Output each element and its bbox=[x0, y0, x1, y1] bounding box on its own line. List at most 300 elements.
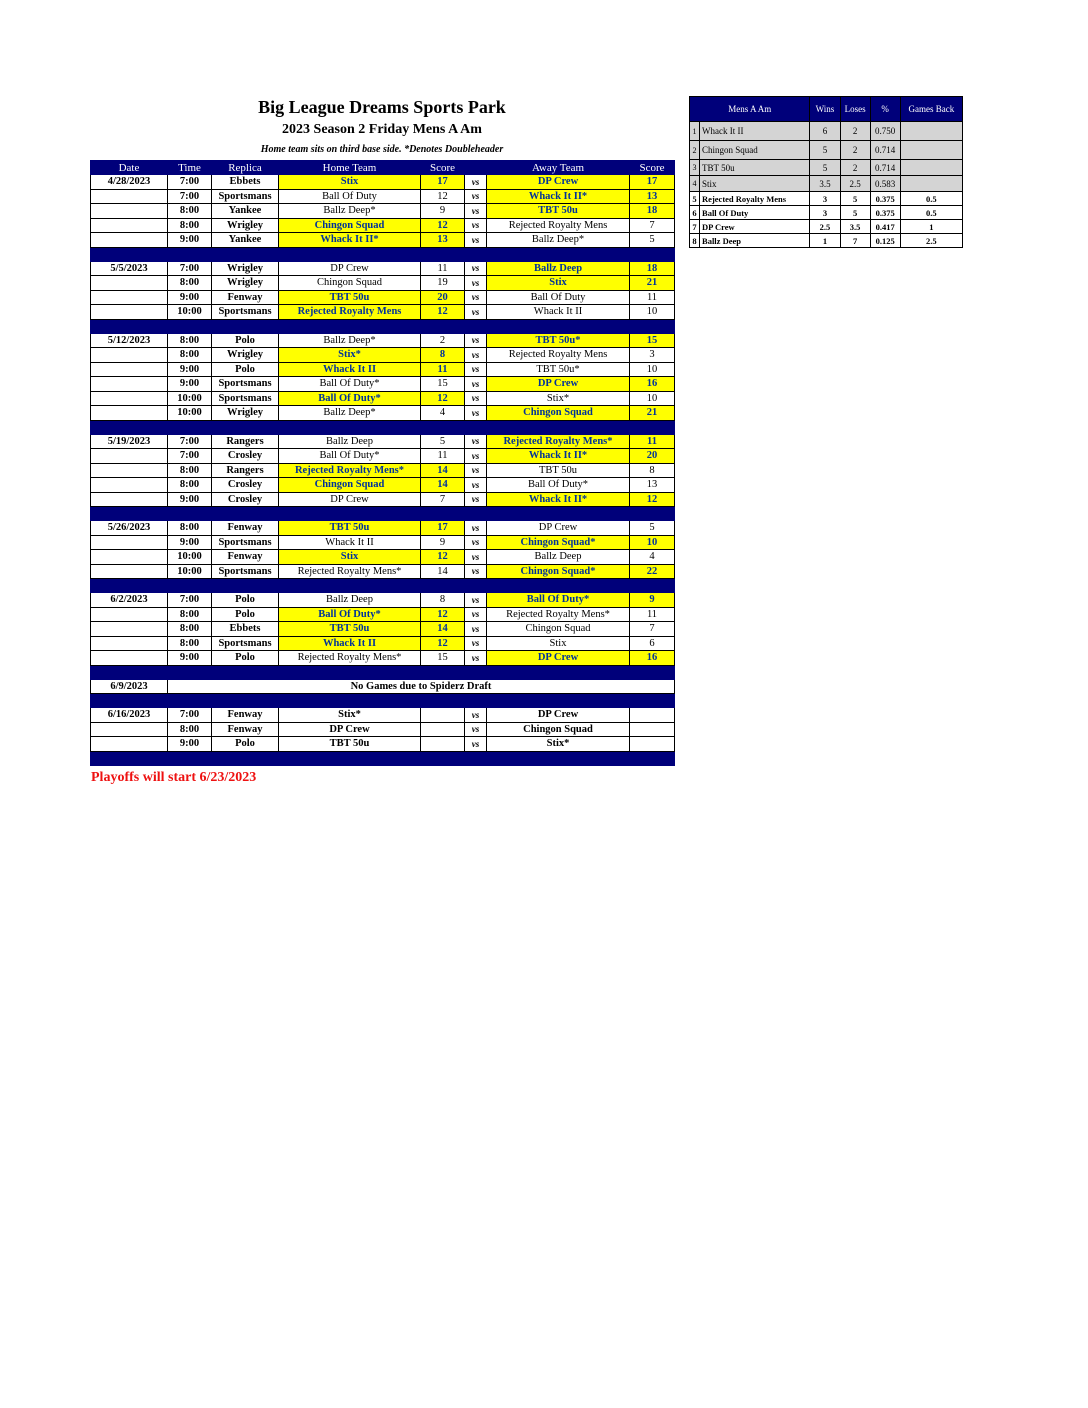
game-field: Sportsmans bbox=[212, 535, 279, 550]
game-time: 8:00 bbox=[168, 607, 212, 622]
game-date bbox=[91, 204, 168, 219]
game-time: 8:00 bbox=[168, 622, 212, 637]
schedule-row bbox=[91, 204, 675, 219]
home-score: 9 bbox=[421, 204, 465, 219]
game-field: Wrigley bbox=[212, 406, 279, 421]
schedule-row bbox=[91, 348, 675, 363]
standing-rank: 1 bbox=[690, 122, 700, 141]
standings-row bbox=[690, 160, 963, 176]
game-field: Crosley bbox=[212, 449, 279, 464]
home-score: 15 bbox=[421, 377, 465, 392]
separator-cell bbox=[91, 751, 675, 765]
away-score: 16 bbox=[630, 377, 675, 392]
page-subtitle: 2023 Season 2 Friday Mens A Am bbox=[282, 122, 482, 137]
standing-rank: 5 bbox=[690, 192, 700, 206]
away-team: Chingon Squad* bbox=[487, 535, 630, 550]
standing-games-back: 0.5 bbox=[900, 206, 962, 220]
col-home-score: Score bbox=[421, 161, 465, 175]
vs-label: vs bbox=[465, 607, 487, 622]
game-field: Sportsmans bbox=[212, 189, 279, 204]
away-score: 10 bbox=[630, 391, 675, 406]
game-date: 6/2/2023 bbox=[91, 593, 168, 608]
standing-wins: 1 bbox=[810, 234, 840, 248]
standing-wins: 5 bbox=[810, 160, 840, 176]
game-time: 9:00 bbox=[168, 377, 212, 392]
away-score bbox=[630, 708, 675, 723]
standings-row bbox=[690, 220, 963, 234]
game-date: 6/9/2023 bbox=[91, 679, 168, 694]
away-team: Ballz Deep* bbox=[487, 233, 630, 248]
away-team: Ball Of Duty* bbox=[487, 593, 630, 608]
standing-rank: 2 bbox=[690, 141, 700, 160]
game-date bbox=[91, 622, 168, 637]
game-date bbox=[91, 391, 168, 406]
game-field: Polo bbox=[212, 593, 279, 608]
standing-games-back: 2.5 bbox=[900, 234, 962, 248]
home-team: DP Crew bbox=[279, 492, 421, 507]
game-field: Sportsmans bbox=[212, 305, 279, 320]
standing-rank: 8 bbox=[690, 234, 700, 248]
game-time: 9:00 bbox=[168, 651, 212, 666]
game-field: Polo bbox=[212, 607, 279, 622]
standing-losses: 2 bbox=[840, 122, 870, 141]
home-team: Ballz Deep bbox=[279, 434, 421, 449]
schedule-row bbox=[91, 679, 675, 694]
standing-team: Stix bbox=[700, 176, 810, 192]
week-separator bbox=[91, 694, 675, 708]
standing-pct: 0.750 bbox=[870, 122, 900, 141]
game-time: 10:00 bbox=[168, 305, 212, 320]
away-team: Ball Of Duty* bbox=[487, 478, 630, 493]
home-score: 14 bbox=[421, 564, 465, 579]
game-time: 7:00 bbox=[168, 708, 212, 723]
separator-cell bbox=[91, 579, 675, 593]
standings-row bbox=[690, 122, 963, 141]
schedule-row bbox=[91, 622, 675, 637]
away-team: Whack It II* bbox=[487, 492, 630, 507]
game-time: 7:00 bbox=[168, 593, 212, 608]
standing-games-back bbox=[900, 141, 962, 160]
away-score: 10 bbox=[630, 305, 675, 320]
game-date: 5/5/2023 bbox=[91, 261, 168, 276]
away-team: Rejected Royalty Mens* bbox=[487, 434, 630, 449]
standing-wins: 5 bbox=[810, 141, 840, 160]
standings-row bbox=[690, 206, 963, 220]
away-score: 13 bbox=[630, 478, 675, 493]
standing-pct: 0.583 bbox=[870, 176, 900, 192]
game-date bbox=[91, 535, 168, 550]
away-team: Stix* bbox=[487, 737, 630, 752]
home-score: 15 bbox=[421, 651, 465, 666]
away-team: TBT 50u bbox=[487, 204, 630, 219]
game-field: Rangers bbox=[212, 463, 279, 478]
standing-losses: 3.5 bbox=[840, 220, 870, 234]
away-score: 11 bbox=[630, 434, 675, 449]
away-team: Ballz Deep bbox=[487, 550, 630, 565]
standing-losses: 2.5 bbox=[840, 176, 870, 192]
away-score: 13 bbox=[630, 189, 675, 204]
vs-label: vs bbox=[465, 189, 487, 204]
standing-losses: 2 bbox=[840, 160, 870, 176]
schedule-row bbox=[91, 492, 675, 507]
game-field: Fenway bbox=[212, 550, 279, 565]
game-time: 7:00 bbox=[168, 175, 212, 190]
standings-col-wins: Wins bbox=[810, 97, 840, 122]
game-field: Ebbets bbox=[212, 622, 279, 637]
separator-cell bbox=[91, 507, 675, 521]
game-date bbox=[91, 377, 168, 392]
game-time: 9:00 bbox=[168, 362, 212, 377]
away-score: 6 bbox=[630, 636, 675, 651]
standing-games-back: 1 bbox=[900, 220, 962, 234]
standings-table bbox=[689, 96, 963, 248]
away-team: Chingon Squad bbox=[487, 722, 630, 737]
game-time: 7:00 bbox=[168, 261, 212, 276]
home-team: DP Crew bbox=[279, 722, 421, 737]
away-score: 22 bbox=[630, 564, 675, 579]
game-date bbox=[91, 492, 168, 507]
game-time: 8:00 bbox=[168, 333, 212, 348]
home-team: Stix bbox=[279, 175, 421, 190]
schedule-row bbox=[91, 175, 675, 190]
schedule-body bbox=[91, 175, 675, 766]
vs-label: vs bbox=[465, 651, 487, 666]
game-field: Sportsmans bbox=[212, 564, 279, 579]
vs-label: vs bbox=[465, 564, 487, 579]
standing-rank: 7 bbox=[690, 220, 700, 234]
separator-cell bbox=[91, 319, 675, 333]
vs-label: vs bbox=[465, 521, 487, 536]
schedule-row bbox=[91, 406, 675, 421]
home-score: 12 bbox=[421, 550, 465, 565]
home-team: TBT 50u bbox=[279, 737, 421, 752]
game-date bbox=[91, 651, 168, 666]
schedule-row bbox=[91, 333, 675, 348]
home-team: Rejected Royalty Mens* bbox=[279, 564, 421, 579]
game-field: Polo bbox=[212, 362, 279, 377]
week-separator bbox=[91, 751, 675, 765]
week-separator bbox=[91, 665, 675, 679]
vs-label: vs bbox=[465, 175, 487, 190]
game-time: 10:00 bbox=[168, 406, 212, 421]
page-title: Big League Dreams Sports Park bbox=[258, 97, 506, 117]
game-date bbox=[91, 636, 168, 651]
no-games-message: No Games due to Spiderz Draft bbox=[168, 679, 675, 694]
away-team: TBT 50u* bbox=[487, 362, 630, 377]
game-time: 8:00 bbox=[168, 521, 212, 536]
away-team: DP Crew bbox=[487, 377, 630, 392]
home-score: 8 bbox=[421, 593, 465, 608]
standings-col-games-back: Games Back bbox=[900, 97, 962, 122]
schedule-header-row bbox=[91, 161, 675, 175]
away-team: Ball Of Duty bbox=[487, 290, 630, 305]
game-date bbox=[91, 233, 168, 248]
separator-cell bbox=[91, 247, 675, 261]
game-field: Polo bbox=[212, 737, 279, 752]
schedule-row bbox=[91, 636, 675, 651]
home-team: Whack It II* bbox=[279, 233, 421, 248]
vs-label: vs bbox=[465, 348, 487, 363]
game-time: 8:00 bbox=[168, 276, 212, 291]
game-time: 9:00 bbox=[168, 233, 212, 248]
standings-row bbox=[690, 192, 963, 206]
home-team: Chingon Squad bbox=[279, 276, 421, 291]
vs-label: vs bbox=[465, 535, 487, 550]
vs-label: vs bbox=[465, 333, 487, 348]
standing-wins: 3 bbox=[810, 206, 840, 220]
game-field: Wrigley bbox=[212, 276, 279, 291]
game-time: 8:00 bbox=[168, 463, 212, 478]
col-replica: Replica bbox=[212, 161, 279, 175]
vs-label: vs bbox=[465, 391, 487, 406]
vs-label: vs bbox=[465, 434, 487, 449]
home-score: 8 bbox=[421, 348, 465, 363]
schedule-row bbox=[91, 708, 675, 723]
schedule-row bbox=[91, 463, 675, 478]
separator-cell bbox=[91, 694, 675, 708]
home-team: Whack It II bbox=[279, 535, 421, 550]
game-date bbox=[91, 276, 168, 291]
vs-label: vs bbox=[465, 708, 487, 723]
away-team: Chingon Squad bbox=[487, 406, 630, 421]
standings-col-division: Mens A Am bbox=[690, 97, 810, 122]
vs-label: vs bbox=[465, 362, 487, 377]
home-team: Chingon Squad bbox=[279, 478, 421, 493]
home-score: 12 bbox=[421, 189, 465, 204]
game-field: Rangers bbox=[212, 434, 279, 449]
standing-team: Ball Of Duty bbox=[700, 206, 810, 220]
schedule-row bbox=[91, 722, 675, 737]
standing-pct: 0.714 bbox=[870, 141, 900, 160]
schedule-row bbox=[91, 449, 675, 464]
standings-col-pct: % bbox=[870, 97, 900, 122]
away-score: 15 bbox=[630, 333, 675, 348]
home-team: Ball Of Duty* bbox=[279, 391, 421, 406]
schedule-row bbox=[91, 189, 675, 204]
schedule-table bbox=[90, 160, 675, 766]
away-team: Whack It II* bbox=[487, 189, 630, 204]
standings-body bbox=[690, 122, 963, 248]
game-date bbox=[91, 737, 168, 752]
away-score: 16 bbox=[630, 651, 675, 666]
vs-label: vs bbox=[465, 463, 487, 478]
standing-team: Whack It II bbox=[700, 122, 810, 141]
home-score: 9 bbox=[421, 535, 465, 550]
home-score bbox=[421, 708, 465, 723]
schedule-row bbox=[91, 651, 675, 666]
standings-col-loses: Loses bbox=[840, 97, 870, 122]
game-field: Wrigley bbox=[212, 348, 279, 363]
home-team: DP Crew bbox=[279, 261, 421, 276]
game-field: Wrigley bbox=[212, 261, 279, 276]
game-field: Crosley bbox=[212, 478, 279, 493]
standing-wins: 2.5 bbox=[810, 220, 840, 234]
away-team: TBT 50u* bbox=[487, 333, 630, 348]
vs-label: vs bbox=[465, 636, 487, 651]
game-date bbox=[91, 290, 168, 305]
home-score: 14 bbox=[421, 478, 465, 493]
standings-row bbox=[690, 234, 963, 248]
game-time: 10:00 bbox=[168, 564, 212, 579]
schedule-row bbox=[91, 521, 675, 536]
game-date bbox=[91, 449, 168, 464]
game-date bbox=[91, 218, 168, 233]
game-time: 7:00 bbox=[168, 449, 212, 464]
away-score: 7 bbox=[630, 218, 675, 233]
standing-rank: 6 bbox=[690, 206, 700, 220]
vs-label: vs bbox=[465, 204, 487, 219]
home-team: Ballz Deep* bbox=[279, 204, 421, 219]
home-score: 12 bbox=[421, 305, 465, 320]
away-score bbox=[630, 737, 675, 752]
schedule-row bbox=[91, 478, 675, 493]
vs-label: vs bbox=[465, 305, 487, 320]
away-score: 12 bbox=[630, 492, 675, 507]
standing-rank: 4 bbox=[690, 176, 700, 192]
standing-pct: 0.375 bbox=[870, 206, 900, 220]
home-team: Chingon Squad bbox=[279, 218, 421, 233]
game-time: 9:00 bbox=[168, 535, 212, 550]
away-score: 21 bbox=[630, 276, 675, 291]
standing-pct: 0.375 bbox=[870, 192, 900, 206]
away-team: Rejected Royalty Mens* bbox=[487, 607, 630, 622]
away-team: Rejected Royalty Mens bbox=[487, 348, 630, 363]
week-separator bbox=[91, 247, 675, 261]
home-score: 2 bbox=[421, 333, 465, 348]
game-date bbox=[91, 189, 168, 204]
home-score bbox=[421, 722, 465, 737]
col-vs bbox=[465, 161, 487, 175]
schedule-row bbox=[91, 233, 675, 248]
home-team: Ball Of Duty* bbox=[279, 607, 421, 622]
game-field: Fenway bbox=[212, 521, 279, 536]
game-date bbox=[91, 722, 168, 737]
vs-label: vs bbox=[465, 233, 487, 248]
away-team: Whack It II bbox=[487, 305, 630, 320]
standing-pct: 0.125 bbox=[870, 234, 900, 248]
game-date bbox=[91, 550, 168, 565]
vs-label: vs bbox=[465, 737, 487, 752]
game-field: Polo bbox=[212, 651, 279, 666]
standing-wins: 3.5 bbox=[810, 176, 840, 192]
game-date: 5/12/2023 bbox=[91, 333, 168, 348]
home-team: Rejected Royalty Mens* bbox=[279, 463, 421, 478]
home-team: Rejected Royalty Mens* bbox=[279, 651, 421, 666]
separator-cell bbox=[91, 665, 675, 679]
game-time: 8:00 bbox=[168, 722, 212, 737]
away-team: Stix bbox=[487, 276, 630, 291]
away-score: 11 bbox=[630, 290, 675, 305]
away-score: 8 bbox=[630, 463, 675, 478]
home-score: 13 bbox=[421, 233, 465, 248]
game-field: Wrigley bbox=[212, 218, 279, 233]
vs-label: vs bbox=[465, 478, 487, 493]
game-time: 8:00 bbox=[168, 218, 212, 233]
vs-label: vs bbox=[465, 722, 487, 737]
away-score bbox=[630, 722, 675, 737]
vs-label: vs bbox=[465, 406, 487, 421]
game-field: Fenway bbox=[212, 708, 279, 723]
game-date bbox=[91, 607, 168, 622]
home-score: 20 bbox=[421, 290, 465, 305]
home-score: 5 bbox=[421, 434, 465, 449]
home-score: 12 bbox=[421, 218, 465, 233]
vs-label: vs bbox=[465, 290, 487, 305]
game-date bbox=[91, 478, 168, 493]
vs-label: vs bbox=[465, 449, 487, 464]
home-team: Ballz Deep* bbox=[279, 406, 421, 421]
standings-header-row bbox=[690, 97, 963, 122]
vs-label: vs bbox=[465, 276, 487, 291]
game-date bbox=[91, 463, 168, 478]
home-score: 12 bbox=[421, 607, 465, 622]
schedule-row bbox=[91, 434, 675, 449]
home-team: Ballz Deep bbox=[279, 593, 421, 608]
game-date bbox=[91, 305, 168, 320]
standing-games-back bbox=[900, 160, 962, 176]
home-team: Stix* bbox=[279, 708, 421, 723]
away-score: 18 bbox=[630, 204, 675, 219]
col-away-team: Away Team bbox=[487, 161, 630, 175]
game-date: 5/26/2023 bbox=[91, 521, 168, 536]
away-team: DP Crew bbox=[487, 708, 630, 723]
away-score: 21 bbox=[630, 406, 675, 421]
game-time: 10:00 bbox=[168, 550, 212, 565]
schedule-row bbox=[91, 290, 675, 305]
home-team: Stix bbox=[279, 550, 421, 565]
vs-label: vs bbox=[465, 492, 487, 507]
game-field: Sportsmans bbox=[212, 391, 279, 406]
schedule-row bbox=[91, 564, 675, 579]
schedule-row bbox=[91, 261, 675, 276]
away-team: Ballz Deep bbox=[487, 261, 630, 276]
col-home-team: Home Team bbox=[279, 161, 421, 175]
away-score: 3 bbox=[630, 348, 675, 363]
home-team: TBT 50u bbox=[279, 290, 421, 305]
game-field: Crosley bbox=[212, 492, 279, 507]
standing-losses: 2 bbox=[840, 141, 870, 160]
schedule-row bbox=[91, 377, 675, 392]
standings-row bbox=[690, 176, 963, 192]
game-time: 7:00 bbox=[168, 434, 212, 449]
standings-row bbox=[690, 141, 963, 160]
standing-team: TBT 50u bbox=[700, 160, 810, 176]
game-field: Sportsmans bbox=[212, 377, 279, 392]
standing-games-back: 0.5 bbox=[900, 192, 962, 206]
game-field: Fenway bbox=[212, 290, 279, 305]
standing-wins: 3 bbox=[810, 192, 840, 206]
game-field: Ebbets bbox=[212, 175, 279, 190]
col-date: Date bbox=[91, 161, 168, 175]
home-team: Rejected Royalty Mens bbox=[279, 305, 421, 320]
standing-team: Ballz Deep bbox=[700, 234, 810, 248]
game-time: 8:00 bbox=[168, 478, 212, 493]
home-team: Ball Of Duty* bbox=[279, 377, 421, 392]
schedule-note: Home team sits on third base side. *Denotes Doubleheader bbox=[260, 144, 504, 155]
away-score: 17 bbox=[630, 175, 675, 190]
away-team: DP Crew bbox=[487, 651, 630, 666]
game-date: 4/28/2023 bbox=[91, 175, 168, 190]
standing-wins: 6 bbox=[810, 122, 840, 141]
schedule-row bbox=[91, 276, 675, 291]
standing-team: Rejected Royalty Mens bbox=[700, 192, 810, 206]
game-field: Yankee bbox=[212, 233, 279, 248]
home-score: 14 bbox=[421, 622, 465, 637]
away-team: DP Crew bbox=[487, 521, 630, 536]
away-score: 18 bbox=[630, 261, 675, 276]
away-score: 9 bbox=[630, 593, 675, 608]
home-team: TBT 50u bbox=[279, 521, 421, 536]
